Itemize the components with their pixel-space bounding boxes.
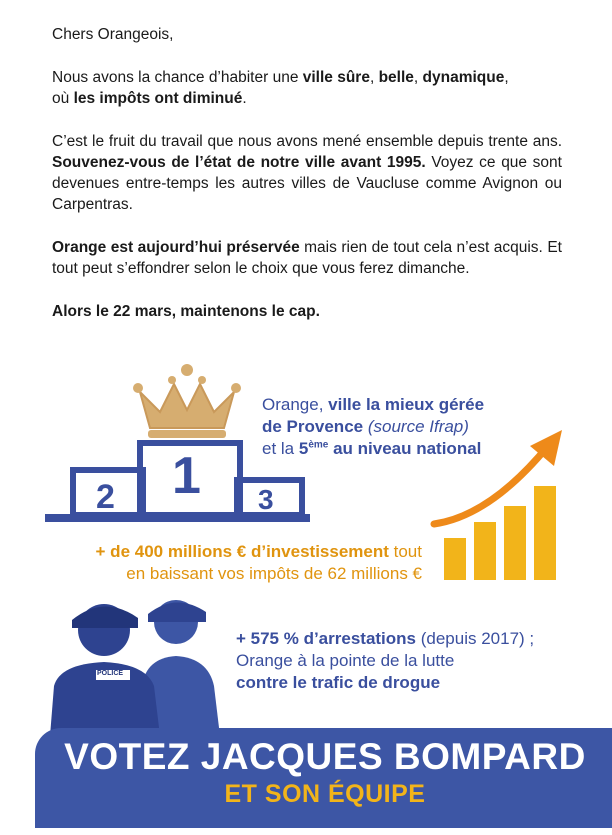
banner-title: VOTEZ JACQUES BOMPARD — [64, 736, 586, 777]
p2-text-end: Voyez ce que sont devenues entre-temps les autres villes de Vaucluse comme Avignon ou Carpentras. — [52, 154, 562, 213]
p1-bold-taxes: les impôts ont diminué — [73, 90, 243, 107]
fact2-b: tout — [388, 542, 422, 561]
fact1-source: (source Ifrap) — [363, 417, 469, 436]
vote-banner — [35, 728, 612, 828]
p1-where: où — [52, 90, 74, 107]
fact2-a: + de 400 millions € d’investissement — [95, 542, 389, 561]
p2-bold: Souvenez-vous de l’état de notre ville avant 1995. — [52, 154, 426, 171]
p2-text: C’est le fruit du travail que nous avons mené ensemble depuis trente ans. — [52, 133, 562, 150]
fact3-b: (depuis 2017) ; — [416, 629, 535, 648]
p1-sep2: , — [413, 69, 423, 86]
fact-arrests — [236, 628, 576, 694]
p1-text: Nous avons la chance d’habiter une — [52, 69, 303, 86]
podium-first: 1 — [172, 447, 201, 505]
fact1-b: ville la mieux gérée — [328, 395, 485, 414]
p1-sep: , — [369, 69, 379, 86]
podium-second: 2 — [96, 478, 115, 516]
p1-bold-beautiful: belle — [378, 69, 414, 86]
p1-bold-safe: ville sûre — [302, 69, 370, 86]
fact1-national: au niveau national — [328, 439, 482, 458]
paragraph-1 — [52, 67, 562, 109]
fact-investment — [30, 541, 422, 585]
police-officers-icon — [50, 586, 230, 736]
fact3-d: contre le trafic de drogue — [236, 673, 441, 692]
fact3-a: + 575 % d’arrestations — [236, 629, 417, 648]
greeting: Chers Orangeois, — [52, 26, 174, 43]
fact1-rank: 5 — [298, 439, 309, 458]
fact3-c: Orange à la pointe de la lutte — [236, 651, 455, 670]
podium-third: 3 — [258, 484, 274, 515]
letter-body — [52, 24, 562, 344]
paragraph-4 — [52, 301, 562, 322]
p4-bold: Alors le 22 mars, maintenons le cap. — [52, 303, 320, 320]
fact1-e: et la — [262, 439, 299, 458]
fact1-sup: ème — [308, 439, 329, 451]
fact1-c: de Provence — [262, 417, 364, 436]
fact2-c: en baissant vos impôts de 62 millions € — [126, 564, 422, 583]
banner-subtitle: ET SON ÉQUIPE — [224, 780, 426, 808]
p1-period: . — [242, 90, 247, 107]
paragraph-3 — [52, 237, 562, 279]
fact1-a: Orange, — [262, 395, 329, 414]
p3-text: mais rien de tout cela n’est acquis. Et tout peut s’effondrer selon le choix que vous ferez dimanche. — [52, 239, 562, 277]
p1-bold-dynamic: dynamique — [422, 69, 505, 86]
paragraph-2 — [52, 131, 562, 215]
p3-bold: Orange est aujourd’hui préservée — [52, 239, 300, 256]
p1-comma: , — [504, 69, 509, 86]
growth-chart-icon — [430, 424, 580, 584]
crown-icon — [132, 362, 242, 442]
police-label: POLICE — [97, 670, 124, 677]
